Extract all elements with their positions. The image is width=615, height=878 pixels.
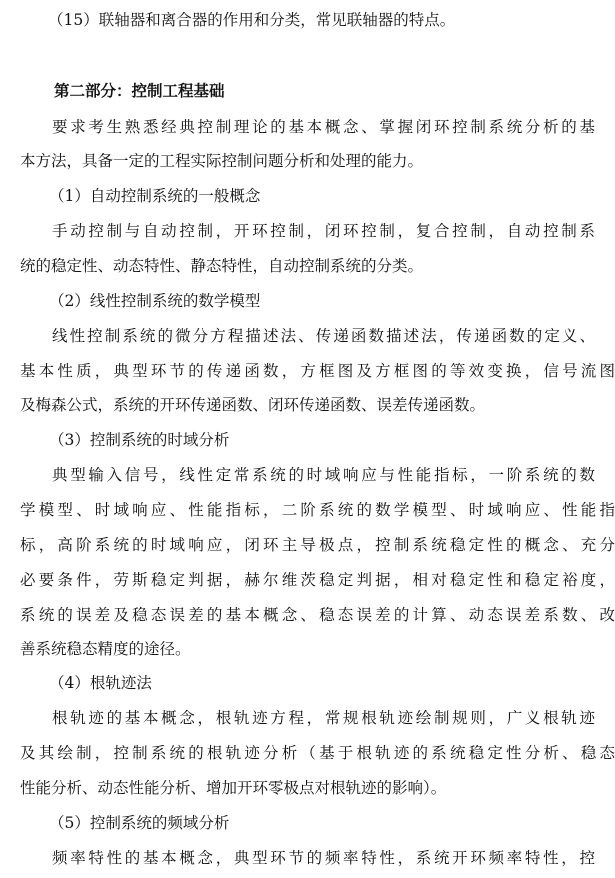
paragraph-line: 善系统稳态精度的途径。 (20, 640, 191, 658)
paragraph-line: 及其绘制，控制系统的根轨迹分析（基于根轨迹的系统稳定性分析、稳态 (20, 744, 615, 762)
paragraph-item-15: （15）联轴器和离合器的作用和分类，常见联轴器的特点。 (48, 11, 456, 29)
subsection-heading: （4）根轨迹法 (49, 674, 152, 692)
section-heading: 第二部分：控制工程基础 (54, 81, 225, 100)
paragraph-line: 必要条件，劳斯稳定判据，赫尔维茨稳定判据，相对稳定性和稳定裕度， (20, 571, 615, 589)
paragraph-line: 及梅森公式，系统的开环传递函数、闭环传递函数、误差传递函数。 (20, 396, 486, 414)
paragraph-line: 本方法，具备一定的工程实际控制问题分析和处理的能力。 (20, 152, 424, 170)
subsection-heading: （5）控制系统的频域分析 (49, 814, 230, 832)
paragraph-line: 性能分析、动态性能分析、增加开环零极点对根轨迹的影响）。 (20, 779, 447, 797)
paragraph-line: 学模型、时域响应、性能指标，二阶系统的数学模型、时域响应、性能指 (20, 501, 615, 519)
paragraph-line: 基本性质，典型环节的传递函数，方框图及方框图的等效变换，信号流图 (20, 362, 615, 380)
paragraph-line: 系统的误差及稳态误差的基本概念、稳态误差的计算、动态误差系数、改 (20, 606, 615, 624)
subsection-heading: （3）控制系统的时域分析 (49, 431, 230, 449)
paragraph-line: 手动控制与自动控制，开环控制，闭环控制，复合控制，自动控制系 (52, 222, 595, 240)
paragraph-line: 频率特性的基本概念，典型环节的频率特性，系统开环频率特性，控 (52, 849, 595, 867)
paragraph-line: 要求考生熟悉经典控制理论的基本概念、掌握闭环控制系统分析的基 (52, 118, 595, 136)
paragraph-line: 根轨迹的基本概念，根轨迹方程，常规根轨迹绘制规则，广义根轨迹 (52, 709, 595, 727)
paragraph-line: 线性控制系统的微分方程描述法、传递函数描述法，传递函数的定义、 (52, 327, 595, 345)
subsection-heading: （1）自动控制系统的一般概念 (49, 187, 261, 205)
paragraph-line: 统的稳定性、动态特性、静态特性，自动控制系统的分类。 (20, 257, 424, 275)
subsection-heading: （2）线性控制系统的数学模型 (49, 292, 261, 310)
paragraph-line: 典型输入信号，线性定常系统的时域响应与性能指标，一阶系统的数 (52, 466, 595, 484)
paragraph-line: 标，高阶系统的时域响应，闭环主导极点，控制系统稳定性的概念、充分 (20, 536, 615, 554)
